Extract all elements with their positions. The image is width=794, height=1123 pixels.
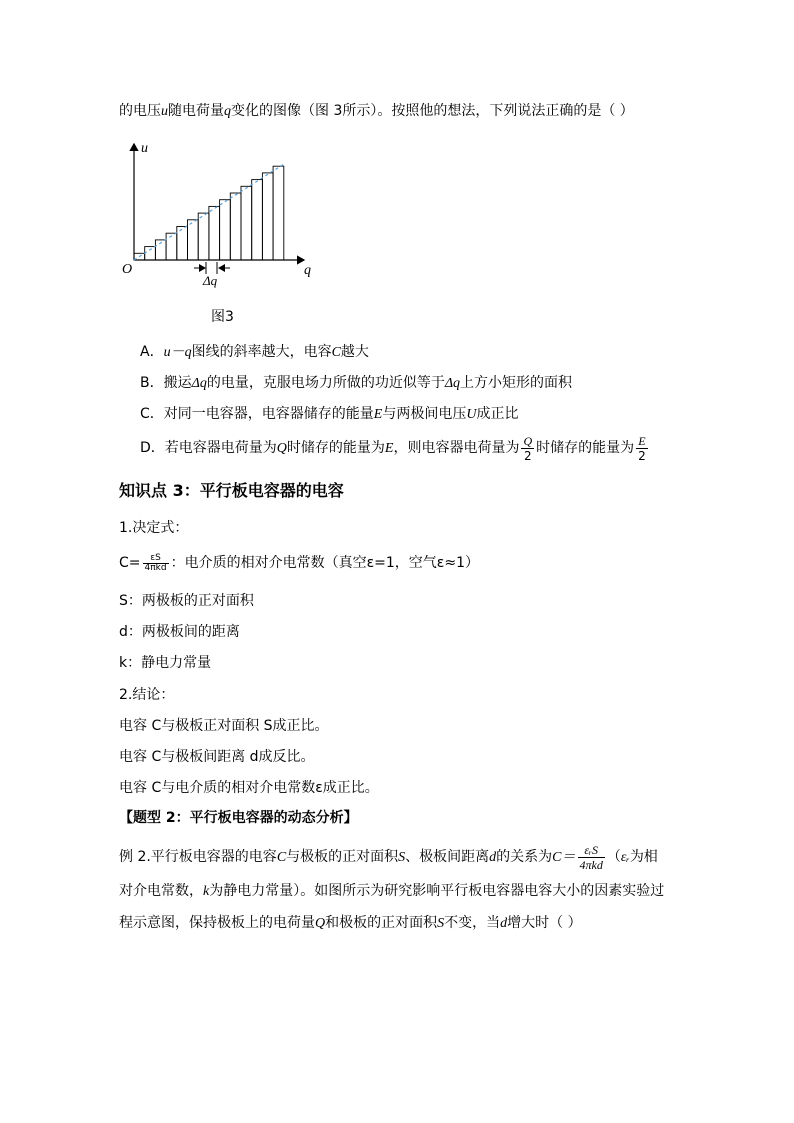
var-Q: Q xyxy=(315,916,326,931)
var-U: U xyxy=(466,407,477,422)
option-d xyxy=(140,433,650,464)
option-letter: A． xyxy=(140,344,164,360)
var-u: u xyxy=(161,104,168,119)
var-q: q xyxy=(224,104,231,119)
bar-rect xyxy=(241,186,252,260)
var-d: d xyxy=(489,850,497,865)
option-text: 对同一电容器，电容器储存的能量 xyxy=(163,406,374,422)
formula-desc: ：电介质的相对介电常数（真空ε=1，空气ε≈1） xyxy=(170,555,480,571)
type2-title: 【题型 2：平行板电容器的动态分析】 xyxy=(119,810,358,826)
formula-line xyxy=(119,550,479,576)
conclusion-2: 电容 C与极板间距离 d成反比。 xyxy=(119,749,315,765)
example-line-2: 对介电常数，k为静电力常量）。如图所示为研究影响平行板电容器电容大小的因素实验过 xyxy=(119,883,665,899)
example-line-1: 例 2.平行板电容器的电容C与极板的正对面积S、极板间距离d的关系为C＝ $\frac{\text{εᵣS}}{\text{4πkd}}$ （εᵣ为相 xyxy=(119,842,658,872)
var-C: C xyxy=(276,850,287,865)
var-dq: Δq xyxy=(444,376,461,391)
x-axis-label: q xyxy=(304,263,311,278)
option-text: 上方小矩形的面积 xyxy=(460,375,573,391)
var-E: E xyxy=(384,441,394,456)
bar-rect xyxy=(230,193,241,260)
fraction-eS-over-4pikd: $\frac{\varepsilon S}{\text{4πkd}}$ xyxy=(144,552,167,573)
intro-text: 变化的图像（图 3所示）。按照他的想法，下列说法正确的是（ ） xyxy=(231,103,634,119)
fraction-erS-over-4pikd: $\frac{\text{εᵣS}}{\text{4πkd}}$ xyxy=(579,842,603,872)
bar-rect xyxy=(220,200,231,260)
bar-rect xyxy=(145,247,156,260)
option-letter: D． xyxy=(140,440,165,456)
var-d: d xyxy=(500,916,508,931)
formula-heading: 1.决定式： xyxy=(119,520,189,536)
option-text: 越大 xyxy=(340,344,369,360)
option-text: 与两极间电压 xyxy=(382,406,467,422)
var-S: S xyxy=(437,916,445,931)
conclusion-3: 电容 C与电介质的相对介电常数ε成正比。 xyxy=(119,780,379,796)
bar-rect xyxy=(166,233,177,260)
bar-rect xyxy=(188,220,199,260)
option-text: 图线的斜率越大，电容 xyxy=(191,344,332,360)
option-text: 若电容器电荷量为 xyxy=(164,440,277,456)
var-E: E xyxy=(373,407,383,422)
var-dq: Δq xyxy=(191,376,207,391)
figure-caption: 图3 xyxy=(211,309,234,325)
k-desc: k：静电力常量 xyxy=(119,655,212,671)
var-k: k xyxy=(203,884,210,899)
fraction-Q-over-2: $\frac{Q}{2}$ xyxy=(523,433,533,463)
var-u-q: u－q xyxy=(163,345,192,360)
option-c xyxy=(140,403,518,426)
fraction-E-over-2: $\frac{E}{2}$ xyxy=(638,433,646,463)
bar-rect xyxy=(198,213,209,260)
bar-rect xyxy=(209,206,220,260)
var-Q: Q xyxy=(276,441,287,456)
dq-label: Δq xyxy=(203,273,218,288)
intro-line xyxy=(119,100,634,123)
option-b xyxy=(140,372,572,395)
bar-rect xyxy=(252,180,263,260)
option-letter: C． xyxy=(140,406,164,422)
d-desc: d：两极板间的距离 xyxy=(119,624,240,640)
option-text: 搬运 xyxy=(163,375,192,391)
S-desc: S：两极板的正对面积 xyxy=(119,593,254,609)
conclusion-1: 电容 C与极板正对面积 S成正比。 xyxy=(119,718,329,734)
bar-rect xyxy=(177,227,188,261)
option-text: 时储存的能量为 xyxy=(536,440,635,456)
option-text: 的电量，克服电场力所做的功近似等于 xyxy=(206,375,445,391)
example-line-3: 程示意图，保持极板上的电荷量Q和极板的正对面积S不变，当d增大时（ ） xyxy=(119,915,582,931)
var-er: εᵣ xyxy=(620,850,630,865)
var-C: C xyxy=(331,345,341,360)
var-S: S xyxy=(398,850,406,865)
y-axis-label: u xyxy=(141,141,148,156)
bar-rect xyxy=(273,166,284,260)
intro-text: 随电荷量 xyxy=(168,103,224,119)
option-a xyxy=(140,341,369,364)
formula-C: C= xyxy=(119,555,141,571)
figure-u-q-graph xyxy=(119,138,329,328)
option-text: 成正比 xyxy=(476,406,519,422)
option-letter: B． xyxy=(140,375,164,391)
section-title: 知识点 3：平行板电容器的电容 xyxy=(119,481,344,500)
origin-label: O xyxy=(122,262,133,277)
formula-C: C＝ xyxy=(552,850,576,865)
bar-rect xyxy=(262,173,273,260)
option-text: 时储存的能量为 xyxy=(286,440,385,456)
option-text: ，则电容器电荷量为 xyxy=(393,440,520,456)
intro-text: 的电压 xyxy=(119,103,161,119)
conclusion-heading: 2.结论： xyxy=(119,687,175,703)
